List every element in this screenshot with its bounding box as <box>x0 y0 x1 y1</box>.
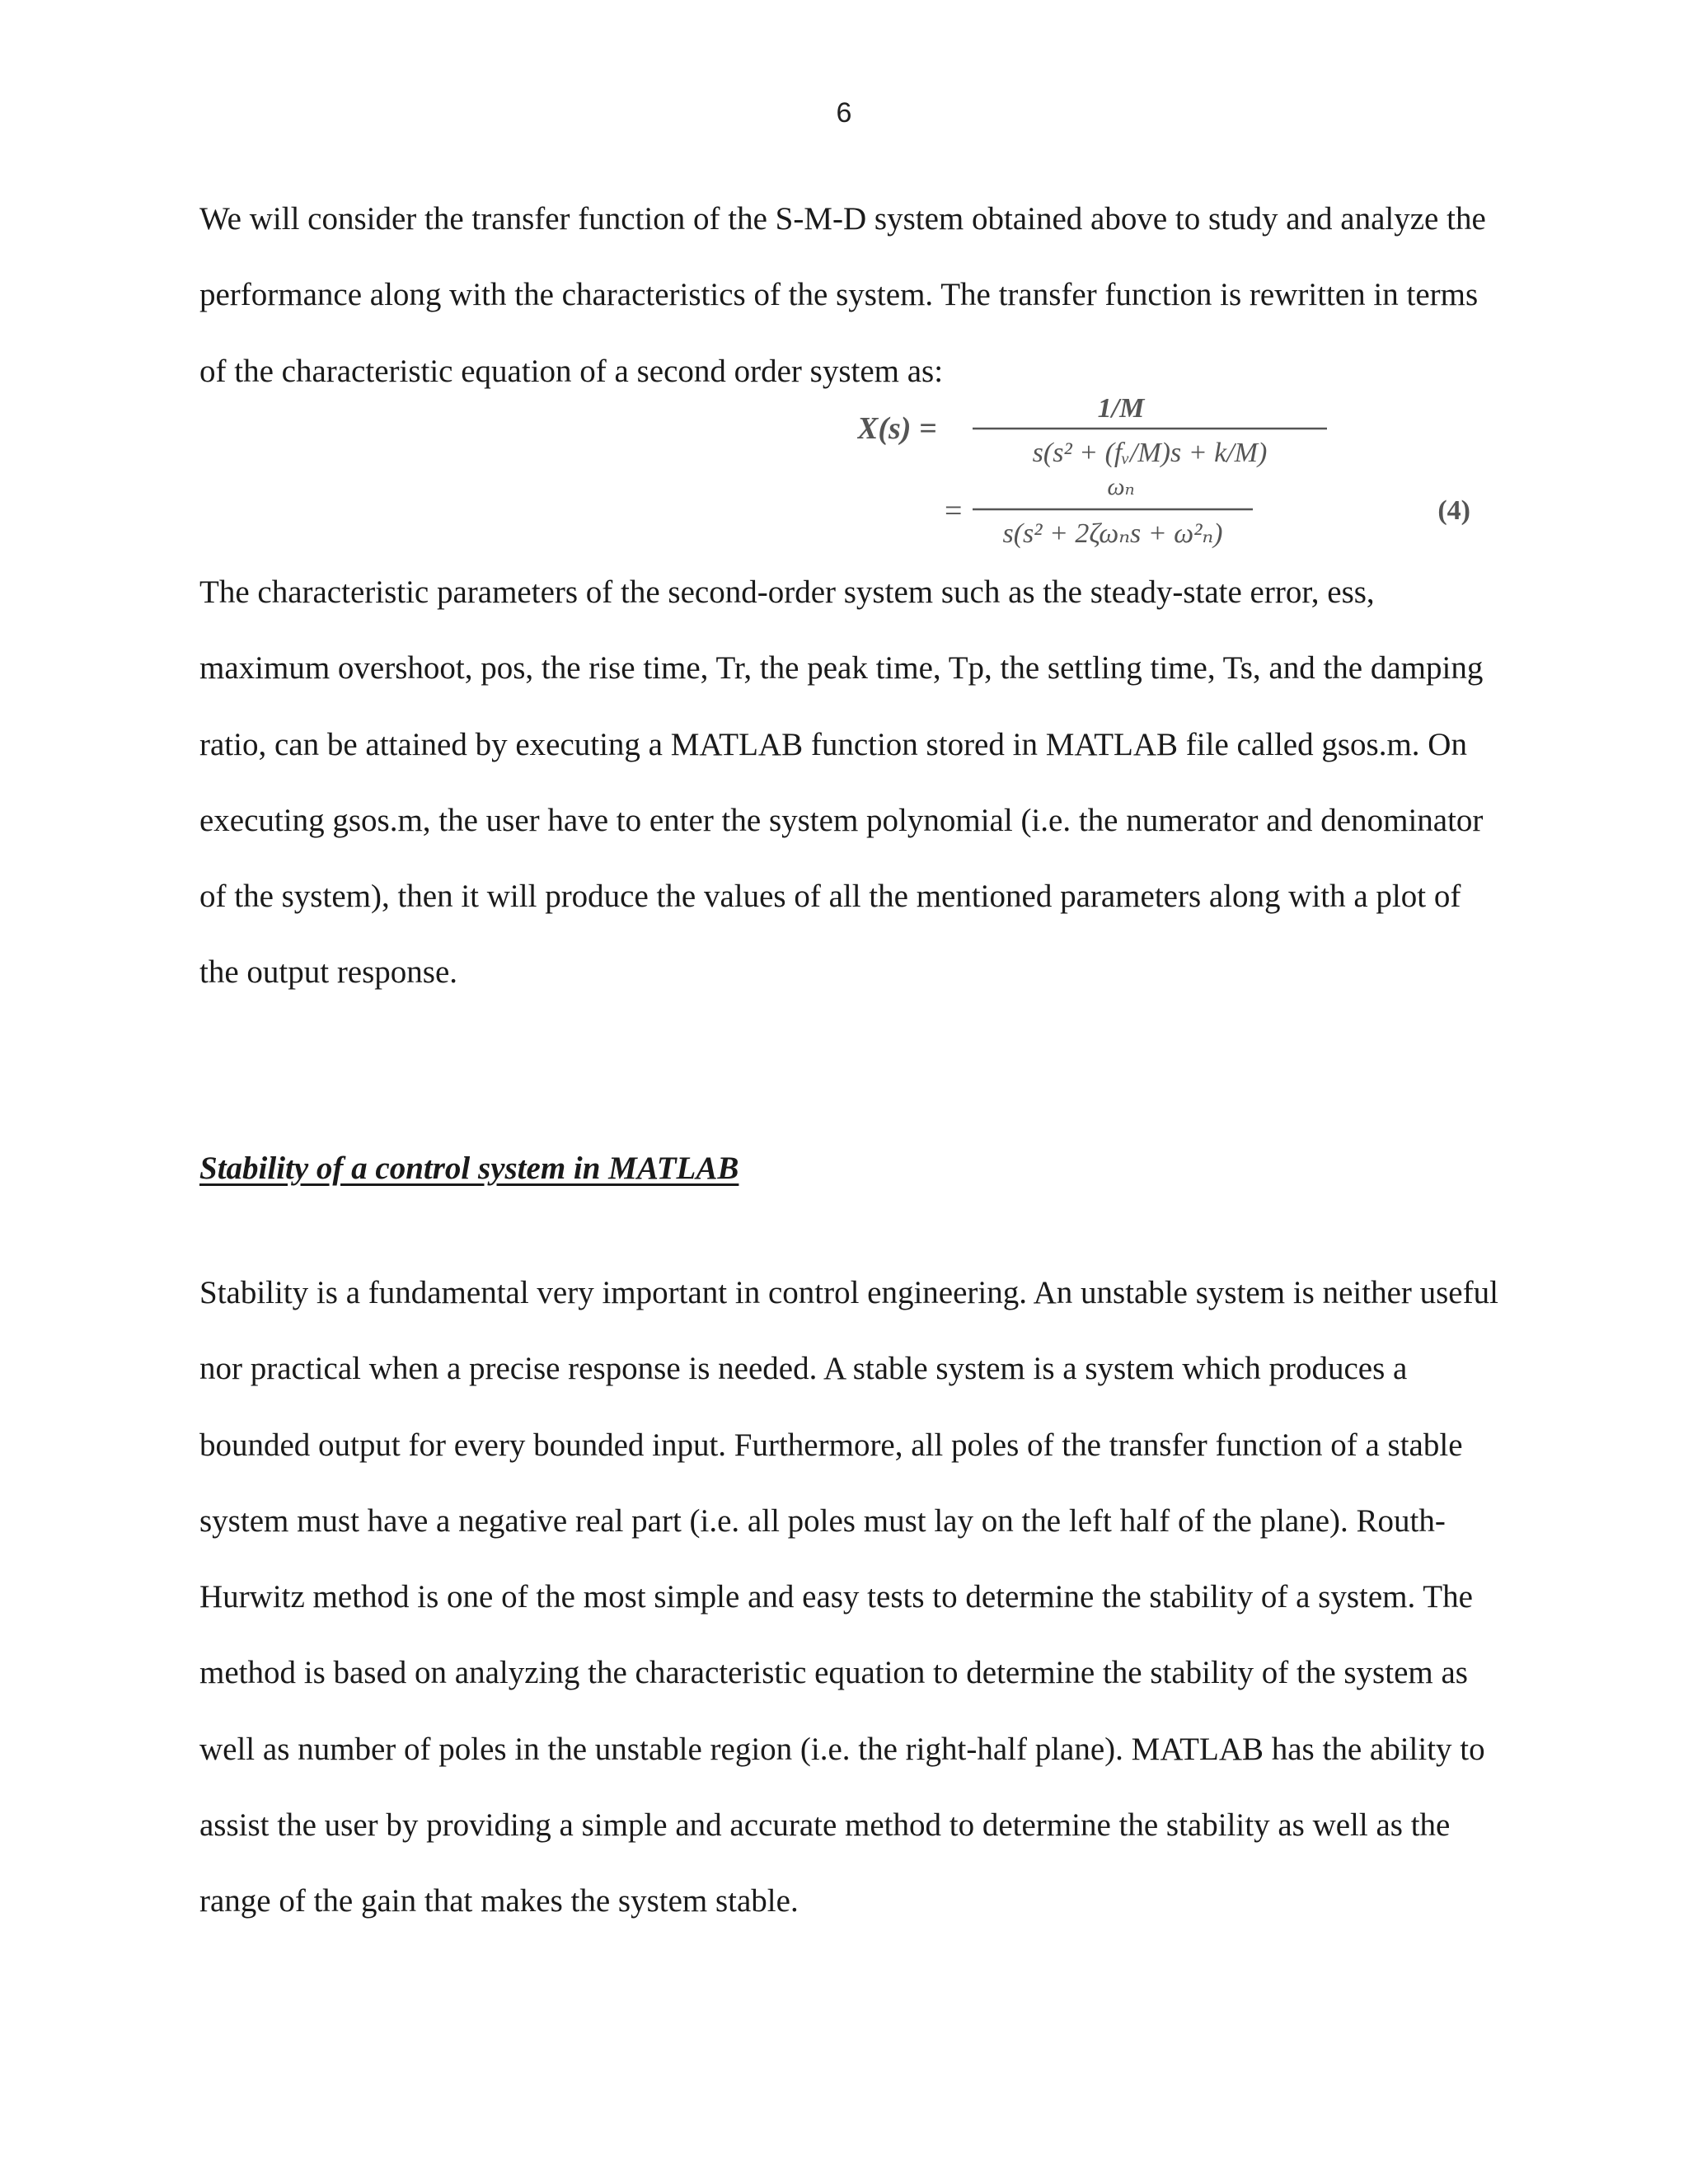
equation-line2-denominator: s(s² + 2ζωₙs + ω²ₙ) <box>1002 518 1223 549</box>
equation-line1-numerator: 1/M <box>1097 393 1145 424</box>
page-number: 6 <box>836 97 852 129</box>
section-heading: Stability of a control system in MATLAB <box>199 1151 739 1186</box>
equation-line2-equals: = <box>945 494 963 528</box>
equation-graphic <box>857 389 1484 554</box>
equation-4 <box>857 389 1484 554</box>
equation-line1-denominator: s(s² + (fᵥ/M)s + k/M) <box>1032 438 1268 468</box>
paragraph-characteristic-parameters: The characteristic parameters of the second-order system such as the steady-state error, ess, maximum overshoot, pos, the rise time, Tr, the peak time, Tp, the settling time, Ts, and the damping ratio, can be attained by executing a MATLAB function stored in MATLAB file called gsos.m. On executing gsos.m, the user have to enter the system polynomial (i.e. the numerator and denominator of the system), then it will produce the values of all the mentioned parameters along with a plot of the output response. <box>199 574 1484 991</box>
equation-number: (4) <box>1437 495 1470 526</box>
paragraph-stability: Stability is a fundamental very important in control engineering. An unstable system is neither useful nor practical when a precise response is needed. A stable system is a system which produces a bounded output for every bounded input. Furthermore, all poles of the transfer function of a stable system must have a negative real part (i.e. all poles must lay on the left half of the plane). Routh-Hurwitz method is one of the most simple and easy tests to determine the stability of a system. The method is based on analyzing the characteristic equation to determine the stability of the system as well as number of poles in the unstable region (i.e. the right-half plane). MATLAB has the ability to assist the user by providing a simple and accurate method to determine the stability as well as the range of the gain that makes the system stable. <box>199 1275 1498 1919</box>
equation-lhs: X(s) = <box>857 411 937 446</box>
paragraph-transfer-function: We will consider the transfer function of the S-M-D system obtained above to study and analyze the performance along with the characteristics of the system. The transfer function is rewritten in terms of the characteristic equation of a second order system as: <box>199 201 1486 389</box>
equation-line2-numerator: ωₙ <box>1107 473 1135 500</box>
